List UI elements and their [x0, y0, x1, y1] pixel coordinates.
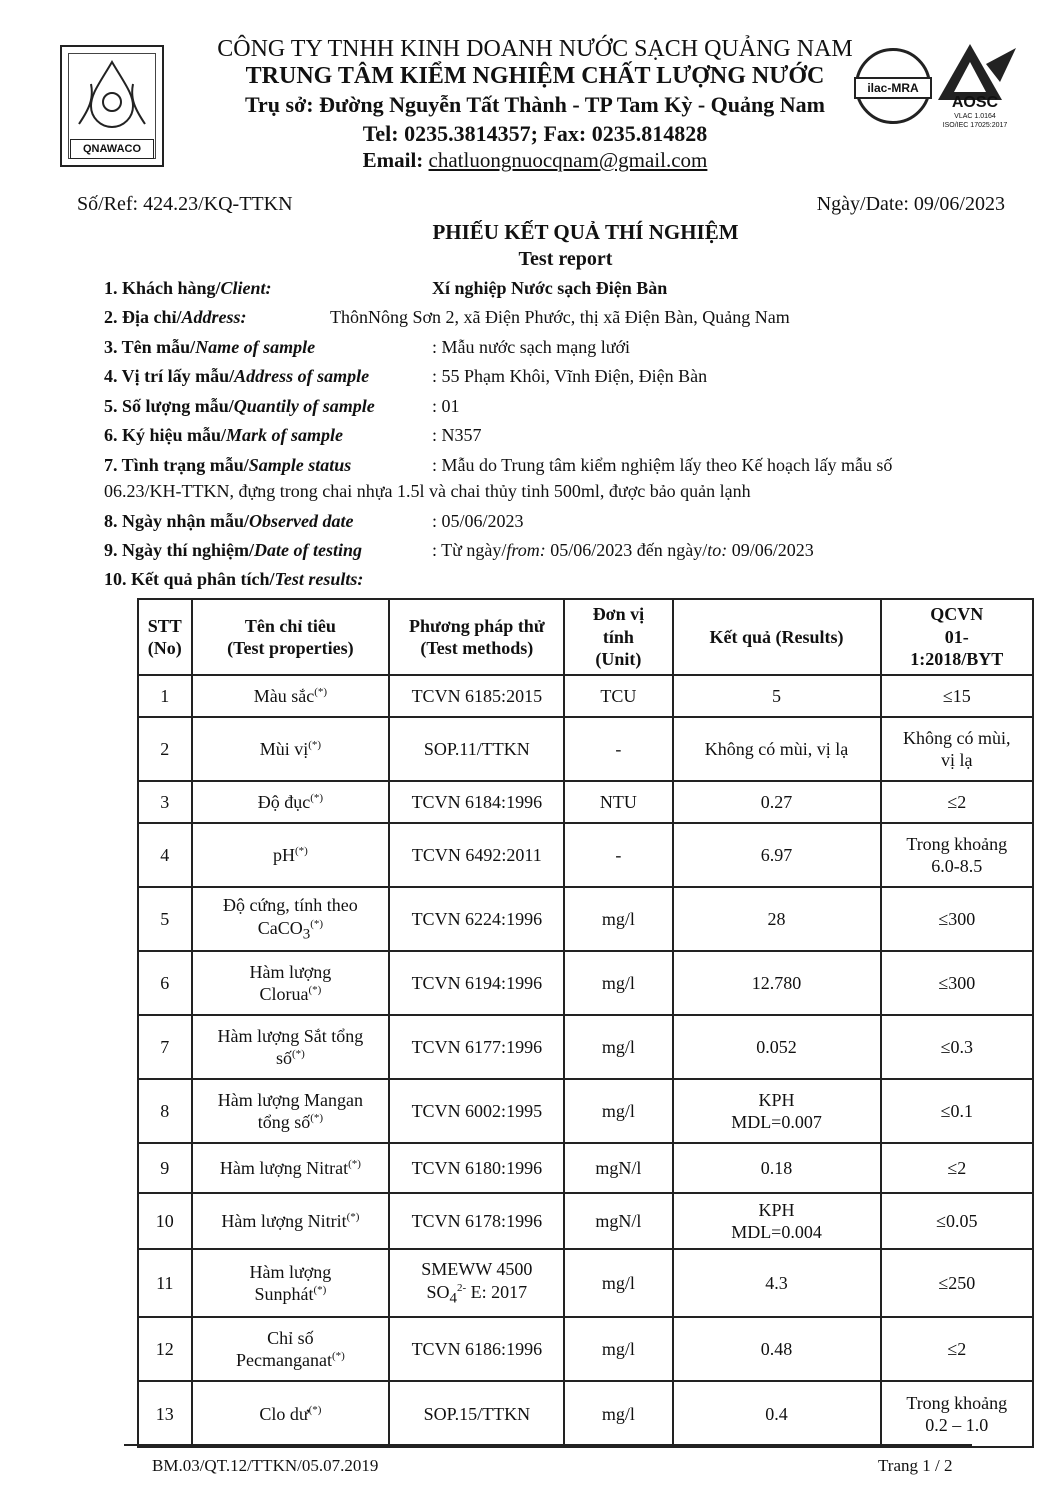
cell-unit: TCU [564, 675, 672, 717]
header-methods: Phương pháp thử (Test methods) [389, 599, 564, 675]
cell-no: 7 [138, 1015, 192, 1079]
report-date: Ngày/Date: 09/06/2023 [816, 193, 1005, 215]
cell-no: 5 [138, 887, 192, 951]
cell-result: 0.48 [673, 1317, 881, 1381]
cell-result: 0.052 [673, 1015, 881, 1079]
company-logo [60, 45, 164, 167]
received-line [104, 511, 354, 532]
cell-qcvn: ≤2 [881, 1143, 1033, 1193]
status-value-line1: : Mẫu do Trung tâm kiểm nghiệm lấy theo Kế hoạch lấy mẫu số [432, 455, 893, 475]
mark-label: 6. Ký hiệu mẫu/ [104, 425, 227, 445]
sample-label: 3. Tên mẫu/ [104, 337, 196, 357]
cell-result: 6.97 [673, 823, 881, 887]
cell-result: 0.27 [673, 781, 881, 823]
cell-no: 13 [138, 1381, 192, 1447]
email-link[interactable]: chatluongnuocqnam@gmail.com [428, 148, 708, 172]
cell-property: Hàm lượng Sunphát(*) [192, 1249, 390, 1317]
report-subtitle: Test report [518, 248, 613, 270]
client-line [104, 278, 272, 299]
cell-result: Không có mùi, vị lạ [673, 717, 881, 781]
quantity-value: : 01 [432, 396, 460, 416]
header-result: Kết quả (Results) [673, 599, 881, 675]
cell-no: 6 [138, 951, 192, 1015]
address-value: ThônNông Sơn 2, xã Điện Phước, thị xã Điện Bàn, Quảng Nam [330, 307, 790, 327]
cell-property: Độ đục(*) [192, 781, 390, 823]
cell-unit: mg/l [564, 887, 672, 951]
testing-to-en: to: [707, 540, 728, 560]
table-row [138, 675, 1033, 717]
cell-qcvn: ≤2 [881, 781, 1033, 823]
client-label: 1. Khách hàng/ [104, 278, 221, 298]
cell-property: Độ cứng, tính theo CaCO$_3$(*) [192, 887, 390, 951]
received-label-en: Observed date [249, 511, 354, 531]
table-row [138, 887, 1033, 951]
results-line [104, 569, 363, 590]
cell-method: TCVN 6002:1995 [389, 1079, 564, 1143]
cell-qcvn: ≤15 [881, 675, 1033, 717]
cell-qcvn: Trong khoảng 0.2 – 1.0 [881, 1381, 1033, 1447]
cell-method: TCVN 6180:1996 [389, 1143, 564, 1193]
cell-unit: mgN/l [564, 1193, 672, 1249]
water-drop-logo-icon [69, 54, 155, 134]
table-row [138, 951, 1033, 1015]
address-label: 2. Địa chỉ/ [104, 307, 182, 327]
sample-label-en: Name of sample [195, 337, 316, 357]
aosc-logo [930, 42, 1020, 132]
testing-value [432, 540, 814, 561]
aosc-iso: ISO/IEC 17025:2017 [942, 122, 1008, 129]
header-unit: Đơn vị tính (Unit) [564, 599, 672, 675]
cell-method: TCVN 6224:1996 [389, 887, 564, 951]
form-code: BM.03/QT.12/TTKN/05.07.2019 [152, 1456, 379, 1475]
sample-value: : Mẫu nước sạch mạng lưới [432, 337, 631, 357]
cell-method: TCVN 6492:2011 [389, 823, 564, 887]
cell-method: SMEWW 4500 $SO_4^{2-}$ E: 2017 [389, 1249, 564, 1317]
head-office-address: Trụ sở: Đường Nguyễn Tất Thành - TP Tam Kỳ - Quảng Nam [245, 92, 825, 117]
cell-method: SOP.11/TTKN [389, 717, 564, 781]
reference-number: Số/Ref: 424.23/KQ-TTKN [77, 193, 293, 215]
results-label-en: Test results: [274, 569, 364, 589]
table-row [138, 823, 1033, 887]
cell-method: TCVN 6185:2015 [389, 675, 564, 717]
testing-from: 05/06/2023 đến ngày/ [545, 540, 708, 560]
header-qcvn: QCVN 01- 1:2018/BYT [881, 599, 1033, 675]
mark-label-en: Mark of sample [226, 425, 344, 445]
cell-property: Hàm lượng Mangan tổng số(*) [192, 1079, 390, 1143]
testing-to: 09/06/2023 [727, 540, 814, 560]
sample-line [104, 337, 315, 358]
cell-method: TCVN 6194:1996 [389, 951, 564, 1015]
cell-method: TCVN 6178:1996 [389, 1193, 564, 1249]
cell-method: TCVN 6186:1996 [389, 1317, 564, 1381]
cell-method: SOP.15/TTKN [389, 1381, 564, 1447]
table-row [138, 1193, 1033, 1249]
cell-qcvn: Trong khoảng 6.0-8.5 [881, 823, 1033, 887]
table-row [138, 1317, 1033, 1381]
client-value: Xí nghiệp Nước sạch Điện Bàn [432, 278, 668, 298]
location-label: 4. Vị trí lấy mẫu/ [104, 366, 235, 386]
cell-unit: mgN/l [564, 1143, 672, 1193]
header-properties: Tên chỉ tiêu (Test properties) [192, 599, 390, 675]
table-row [138, 781, 1033, 823]
cell-qcvn: ≤300 [881, 951, 1033, 1015]
status-label: 7. Tình trạng mẫu/ [104, 455, 249, 475]
status-value-line2: 06.23/KH-TTKN, đựng trong chai nhựa 1.5l và chai thủy tinh 500ml, được bảo quản lạnh [104, 481, 751, 501]
cell-no: 4 [138, 823, 192, 887]
cell-no: 11 [138, 1249, 192, 1317]
cell-result: 0.18 [673, 1143, 881, 1193]
report-title: PHIẾU KẾT QUẢ THÍ NGHIỆM [432, 220, 739, 244]
client-label-en: Client: [220, 278, 272, 298]
testing-label: 9. Ngày thí nghiệm/ [104, 540, 255, 560]
aosc-triangle-icon [930, 42, 1020, 102]
cell-property: Màu sắc(*) [192, 675, 390, 717]
cell-qcvn: ≤2 [881, 1317, 1033, 1381]
quantity-label: 5. Số lượng mẫu/ [104, 396, 234, 416]
cell-unit: mg/l [564, 1079, 672, 1143]
cell-no: 3 [138, 781, 192, 823]
cell-no: 2 [138, 717, 192, 781]
aosc-text: AOSC [951, 94, 999, 111]
cell-no: 12 [138, 1317, 192, 1381]
cell-qcvn: ≤300 [881, 887, 1033, 951]
page-number: Trang 1 / 2 [878, 1456, 953, 1475]
logo-caption: QNAWACO [70, 139, 154, 159]
received-label: 8. Ngày nhận mẫu/ [104, 511, 250, 531]
email-label: Email: [362, 148, 424, 172]
cell-property: Hàm lượng Sắt tổng số(*) [192, 1015, 390, 1079]
cell-property: Hàm lượng Clorua(*) [192, 951, 390, 1015]
address-line [104, 307, 247, 328]
cell-qcvn: ≤250 [881, 1249, 1033, 1317]
cell-property: pH(*) [192, 823, 390, 887]
mark-line [104, 425, 343, 446]
table-header-row [138, 599, 1033, 675]
testing-line [104, 540, 362, 561]
cell-no: 1 [138, 675, 192, 717]
ilac-mra-logo [855, 48, 931, 124]
results-table [137, 598, 1034, 1448]
cell-qcvn: ≤0.1 [881, 1079, 1033, 1143]
cell-unit: - [564, 823, 672, 887]
cell-result: 28 [673, 887, 881, 951]
cell-property: Hàm lượng Nitrit(*) [192, 1193, 390, 1249]
footer-divider [124, 1444, 972, 1446]
aosc-vlac: VLAC 1.0164 [954, 113, 996, 120]
received-value: : 05/06/2023 [432, 511, 524, 531]
cell-unit: - [564, 717, 672, 781]
quantity-label-en: Quantily of sample [233, 396, 375, 416]
location-label-en: Address of sample [234, 366, 370, 386]
cell-unit: mg/l [564, 951, 672, 1015]
testing-from-en: from: [506, 540, 546, 560]
status-line [104, 455, 351, 476]
cell-unit: mg/l [564, 1249, 672, 1317]
cell-result: 12.780 [673, 951, 881, 1015]
cell-qcvn: ≤0.3 [881, 1015, 1033, 1079]
address-label-en: Address: [181, 307, 247, 327]
quantity-line [104, 396, 375, 417]
cell-method: TCVN 6177:1996 [389, 1015, 564, 1079]
cell-unit: mg/l [564, 1381, 672, 1447]
cell-no: 9 [138, 1143, 192, 1193]
testing-label-en: Date of testing [254, 540, 363, 560]
cell-no: 10 [138, 1193, 192, 1249]
location-value: : 55 Phạm Khôi, Vĩnh Điện, Điện Bàn [432, 366, 708, 386]
status-label-en: Sample status [248, 455, 352, 475]
cell-result: 0.4 [673, 1381, 881, 1447]
cell-unit: mg/l [564, 1317, 672, 1381]
mark-value: : N357 [432, 425, 482, 445]
results-label: 10. Kết quả phân tích/ [104, 569, 275, 589]
cell-result: 5 [673, 675, 881, 717]
table-row [138, 1015, 1033, 1079]
company-name: CÔNG TY TNHH KINH DOANH NƯỚC SẠCH QUẢNG NAM [217, 36, 853, 62]
cell-qcvn: Không có mùi, vị lạ [881, 717, 1033, 781]
cell-property: Hàm lượng Nitrat(*) [192, 1143, 390, 1193]
cell-property: Clo dư(*) [192, 1381, 390, 1447]
table-row [138, 717, 1033, 781]
location-line [104, 366, 369, 387]
table-row [138, 1249, 1033, 1317]
table-row [138, 1079, 1033, 1143]
table-row [138, 1381, 1033, 1447]
cell-unit: NTU [564, 781, 672, 823]
table-row [138, 1143, 1033, 1193]
center-name: TRUNG TÂM KIỂM NGHIỆM CHẤT LƯỢNG NƯỚC [245, 63, 825, 89]
contact-phone: Tel: 0235.3814357; Fax: 0235.814828 [362, 121, 708, 146]
cell-qcvn: ≤0.05 [881, 1193, 1033, 1249]
ilac-mra-text: ilac-MRA [854, 77, 932, 99]
cell-property: Chỉ số Pecmanganat(*) [192, 1317, 390, 1381]
cell-result: 4.3 [673, 1249, 881, 1317]
header-no: STT (No) [138, 599, 192, 675]
testing-prefix: : Từ ngày/ [432, 540, 507, 560]
cell-method: TCVN 6184:1996 [389, 781, 564, 823]
cell-property: Mùi vị(*) [192, 717, 390, 781]
cell-result: KPH MDL=0.004 [673, 1193, 881, 1249]
contact-email-line [170, 148, 900, 173]
cell-result: KPH MDL=0.007 [673, 1079, 881, 1143]
cell-no: 8 [138, 1079, 192, 1143]
cell-unit: mg/l [564, 1015, 672, 1079]
